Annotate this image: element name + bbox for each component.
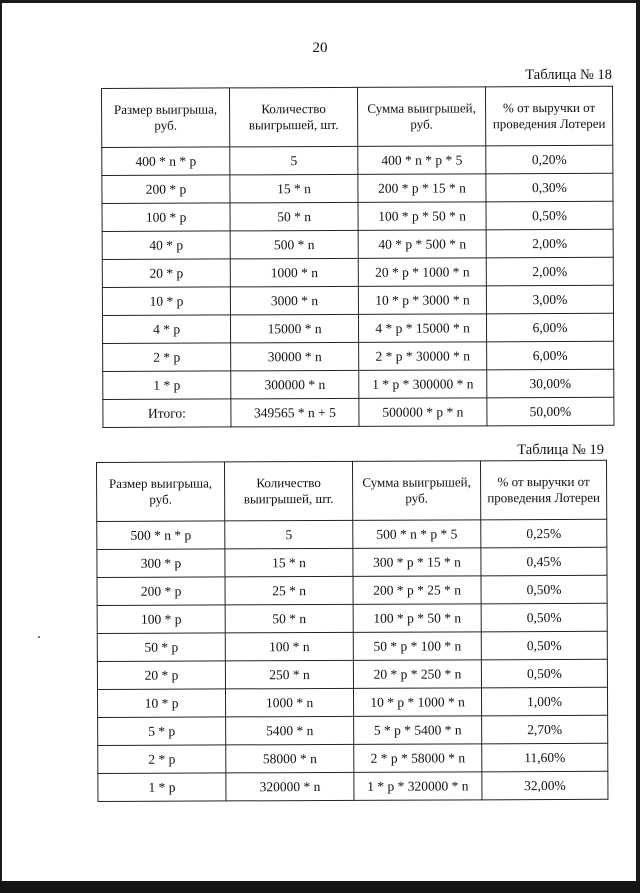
cell-revenue-percent: 1,00%: [481, 687, 607, 716]
table-row: [97, 631, 607, 661]
cell-revenue-percent: 6,00%: [486, 313, 613, 342]
cell-revenue-percent: 6,00%: [487, 341, 614, 370]
cell-prize-count: 5: [225, 520, 353, 549]
table-row: [97, 519, 607, 549]
cell-prize-sum: 2 * p * 30000 * n: [359, 342, 487, 371]
table-row: [97, 603, 607, 633]
cell-prize-count: 250 * n: [225, 660, 353, 689]
cell-prize-sum: 500 * n * p * 5: [353, 520, 481, 549]
cell-prize-size: 400 * n * p: [102, 147, 230, 176]
cell-prize-size: 200 * p: [102, 175, 230, 204]
cell-prize-sum: 40 * p * 500 * n: [358, 230, 486, 259]
table-header-row: [97, 460, 607, 521]
scan-border-bottom: [0, 881, 640, 893]
table-row: [102, 285, 613, 315]
cell-prize-size: 40 * p: [102, 231, 230, 260]
cell-prize-sum: 4 * p * 15000 * n: [358, 314, 486, 343]
cell-revenue-percent: 0,30%: [486, 173, 613, 202]
cell-prize-count: 15 * n: [225, 548, 353, 577]
cell-revenue-percent: 0,50%: [481, 659, 607, 688]
cell-revenue-percent: 0,45%: [481, 547, 607, 576]
cell-prize-sum: 500000 * p * n: [359, 398, 487, 427]
table-row: [102, 229, 613, 259]
cell-prize-size: 1 * p: [103, 371, 231, 400]
table-row: [97, 547, 607, 577]
cell-prize-sum: 10 * p * 1000 * n: [353, 688, 481, 717]
cell-prize-count: 25 * n: [225, 576, 353, 605]
cell-prize-size: 20 * p: [102, 259, 230, 288]
header-prize-count: Количество выигрышей, шт.: [230, 87, 358, 147]
cell-prize-count: 50 * n: [230, 202, 358, 231]
table-row: [97, 659, 607, 689]
table-row: [103, 369, 614, 399]
header-prize-size: Размер выигрыша, руб.: [97, 462, 225, 522]
cell-prize-count: 320000 * n: [226, 772, 354, 801]
cell-prize-size: 10 * p: [102, 287, 230, 316]
cell-prize-count: 15 * n: [230, 174, 358, 203]
cell-prize-sum: 300 * p * 15 * n: [353, 548, 481, 577]
cell-prize-count: 5: [230, 146, 358, 175]
scan-speck: [38, 636, 40, 638]
table-row: [102, 201, 613, 231]
table-row: [97, 575, 607, 605]
cell-prize-size: 50 * p: [97, 633, 225, 662]
table-header-row: [102, 86, 613, 147]
page-number: 20: [312, 40, 328, 56]
cell-prize-size: 5 * p: [98, 717, 226, 746]
table-row: [103, 341, 614, 371]
cell-prize-size: 4 * p: [102, 315, 230, 344]
header-prize-sum: Сумма выигрышей, руб.: [352, 461, 480, 521]
cell-prize-count: 50 * n: [225, 604, 353, 633]
table-19-caption: Таблица № 19: [517, 442, 604, 458]
cell-prize-count: 100 * n: [225, 632, 353, 661]
cell-revenue-percent: 11,60%: [482, 743, 608, 772]
table-row: [103, 397, 614, 427]
cell-prize-sum: 100 * p * 50 * n: [353, 604, 481, 633]
cell-prize-size: 100 * p: [97, 605, 225, 634]
cell-prize-count: 1000 * n: [230, 258, 358, 287]
cell-prize-sum: 5 * p * 5400 * n: [354, 716, 482, 745]
table-row: [98, 715, 608, 745]
cell-prize-sum: 200 * p * 15 * n: [358, 174, 486, 203]
cell-prize-sum: 200 * p * 25 * n: [353, 576, 481, 605]
header-revenue-percent: % от выручки от проведения Лотереи: [480, 460, 606, 520]
table-row: [102, 145, 613, 175]
table-row: [97, 687, 607, 717]
cell-revenue-percent: 3,00%: [486, 285, 613, 314]
header-prize-sum: Сумма выигрышей, руб.: [357, 87, 485, 147]
cell-prize-size: 2 * p: [103, 343, 231, 372]
cell-prize-sum: 100 * p * 50 * n: [358, 202, 486, 231]
cell-prize-sum: 50 * p * 100 * n: [353, 632, 481, 661]
cell-prize-count: 3000 * n: [230, 286, 358, 315]
cell-prize-sum: 20 * p * 1000 * n: [358, 258, 486, 287]
cell-prize-count: 58000 * n: [226, 744, 354, 773]
scan-border-right: [636, 0, 640, 893]
cell-prize-size: 10 * p: [97, 689, 225, 718]
table-18-body: [102, 145, 614, 427]
header-revenue-percent: % от выручки от проведения Лотереи: [485, 86, 612, 146]
cell-prize-sum: 20 * p * 250 * n: [353, 660, 481, 689]
cell-revenue-percent: 0,20%: [486, 145, 613, 174]
cell-prize-size: 20 * p: [97, 661, 225, 690]
cell-prize-count: 30000 * n: [231, 342, 359, 371]
scan-border-top: [0, 0, 640, 3]
table-row: [98, 771, 608, 801]
cell-prize-sum: 2 * p * 58000 * n: [354, 744, 482, 773]
table-row: [102, 257, 613, 287]
cell-prize-size: 1 * p: [98, 773, 226, 802]
cell-prize-count: 300000 * n: [231, 370, 359, 399]
cell-revenue-percent: 50,00%: [487, 397, 614, 426]
table-row: [102, 313, 613, 343]
cell-prize-sum: 1 * p * 320000 * n: [354, 772, 482, 801]
cell-revenue-percent: 0,50%: [481, 603, 607, 632]
cell-revenue-percent: 0,50%: [486, 201, 613, 230]
cell-prize-size: 100 * p: [102, 203, 230, 232]
cell-prize-size: 300 * p: [97, 549, 225, 578]
table-18-caption: Таблица № 18: [525, 67, 612, 83]
cell-prize-count: 1000 * n: [225, 688, 353, 717]
cell-prize-size: Итого:: [103, 399, 231, 428]
cell-prize-size: 500 * n * p: [97, 521, 225, 550]
table-row: [102, 173, 613, 203]
cell-prize-count: 500 * n: [230, 230, 358, 259]
cell-prize-size: 200 * p: [97, 577, 225, 606]
cell-prize-count: 15000 * n: [230, 314, 358, 343]
cell-prize-sum: 10 * p * 3000 * n: [358, 286, 486, 315]
cell-revenue-percent: 2,70%: [482, 715, 608, 744]
cell-prize-sum: 1 * p * 300000 * n: [359, 370, 487, 399]
cell-revenue-percent: 0,50%: [481, 575, 607, 604]
table-19-body: [97, 519, 608, 801]
prize-table-18: [101, 86, 614, 428]
cell-revenue-percent: 0,50%: [481, 631, 607, 660]
cell-prize-size: 2 * p: [98, 745, 226, 774]
cell-revenue-percent: 2,00%: [486, 257, 613, 286]
cell-prize-count: 5400 * n: [226, 716, 354, 745]
prize-table-19: [96, 460, 608, 802]
scan-border-left: [0, 0, 2, 893]
header-prize-size: Размер выигрыша, руб.: [102, 88, 230, 148]
cell-revenue-percent: 30,00%: [487, 369, 614, 398]
cell-revenue-percent: 0,25%: [481, 519, 607, 548]
cell-revenue-percent: 2,00%: [486, 229, 613, 258]
header-prize-count: Количество выигрышей, шт.: [225, 461, 353, 521]
cell-prize-count: 349565 * n + 5: [231, 398, 359, 427]
cell-prize-sum: 400 * n * p * 5: [358, 146, 486, 175]
table-row: [98, 743, 608, 773]
cell-revenue-percent: 32,00%: [482, 771, 608, 800]
